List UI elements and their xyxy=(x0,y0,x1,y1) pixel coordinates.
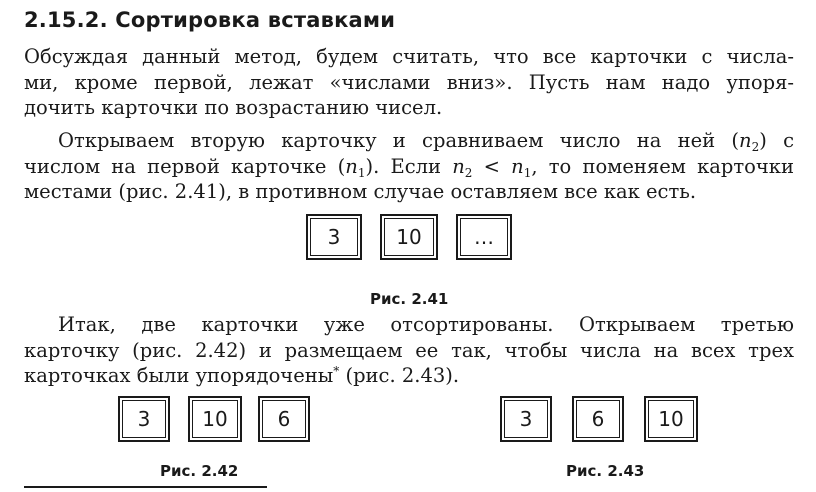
card-3: 10 xyxy=(644,396,698,442)
text-fragment: числом на первой карточке ( xyxy=(24,154,346,178)
text-fragment: ). Если xyxy=(365,154,453,178)
math-subscript: 1 xyxy=(523,165,532,180)
text-line: местами (рис. 2.41), в противном случае оставляем все как есть. xyxy=(24,180,697,203)
card-3: … xyxy=(456,214,512,260)
text-line: дочить карточки по возрастанию чисел. xyxy=(24,96,443,119)
text-fragment: , то поменяем карточки xyxy=(531,154,794,178)
text-fragment: (рис. 2.43). xyxy=(339,364,460,387)
math-var: n xyxy=(739,129,752,152)
math-var: n xyxy=(345,154,358,178)
card-2: 6 xyxy=(572,396,624,442)
math-subscript: 2 xyxy=(464,165,473,180)
card-1: 3 xyxy=(306,214,362,260)
paragraph-compare xyxy=(24,128,794,205)
card-1: 3 xyxy=(118,396,170,442)
text-line xyxy=(24,363,794,389)
text-fragment: ) с xyxy=(759,129,794,152)
paragraph-intro xyxy=(24,44,794,121)
figure-caption: Рис. 2.41 xyxy=(370,290,449,308)
text-fragment: Открываем вторую карточку и сравниваем число на ней ( xyxy=(58,129,740,152)
card-2: 10 xyxy=(380,214,438,260)
text-fragment: < xyxy=(472,154,512,178)
math-subscript: 2 xyxy=(751,140,760,154)
figure-caption: Рис. 2.42 xyxy=(160,462,239,480)
section-heading: 2.15.2. Сортировка вставками xyxy=(24,8,396,32)
text-fragment: карточках были упорядочены xyxy=(24,364,334,387)
text-line xyxy=(24,154,794,180)
text-line xyxy=(24,128,794,154)
figure-caption: Рис. 2.43 xyxy=(566,462,645,480)
card-1: 3 xyxy=(500,396,552,442)
math-var: n xyxy=(452,154,465,178)
math-subscript: 1 xyxy=(357,165,366,180)
card-3: 6 xyxy=(258,396,310,442)
footnote-divider xyxy=(24,486,267,488)
math-var: n xyxy=(511,154,524,178)
footnote-marker: * xyxy=(333,364,340,378)
text-line: ми, кроме первой, лежат «числами вниз». Пусть нам надо упоря- xyxy=(24,70,794,94)
text-line: Итак, две карточки уже отсортированы. Открываем третью xyxy=(58,313,794,336)
card-2: 10 xyxy=(188,396,242,442)
text-line: карточку (рис. 2.42) и размещаем ее так, чтобы числа на всех трех xyxy=(24,338,794,362)
paragraph-third-card xyxy=(24,312,794,389)
text-line: Обсуждая данный метод, будем считать, что все карточки с числа- xyxy=(24,45,794,68)
